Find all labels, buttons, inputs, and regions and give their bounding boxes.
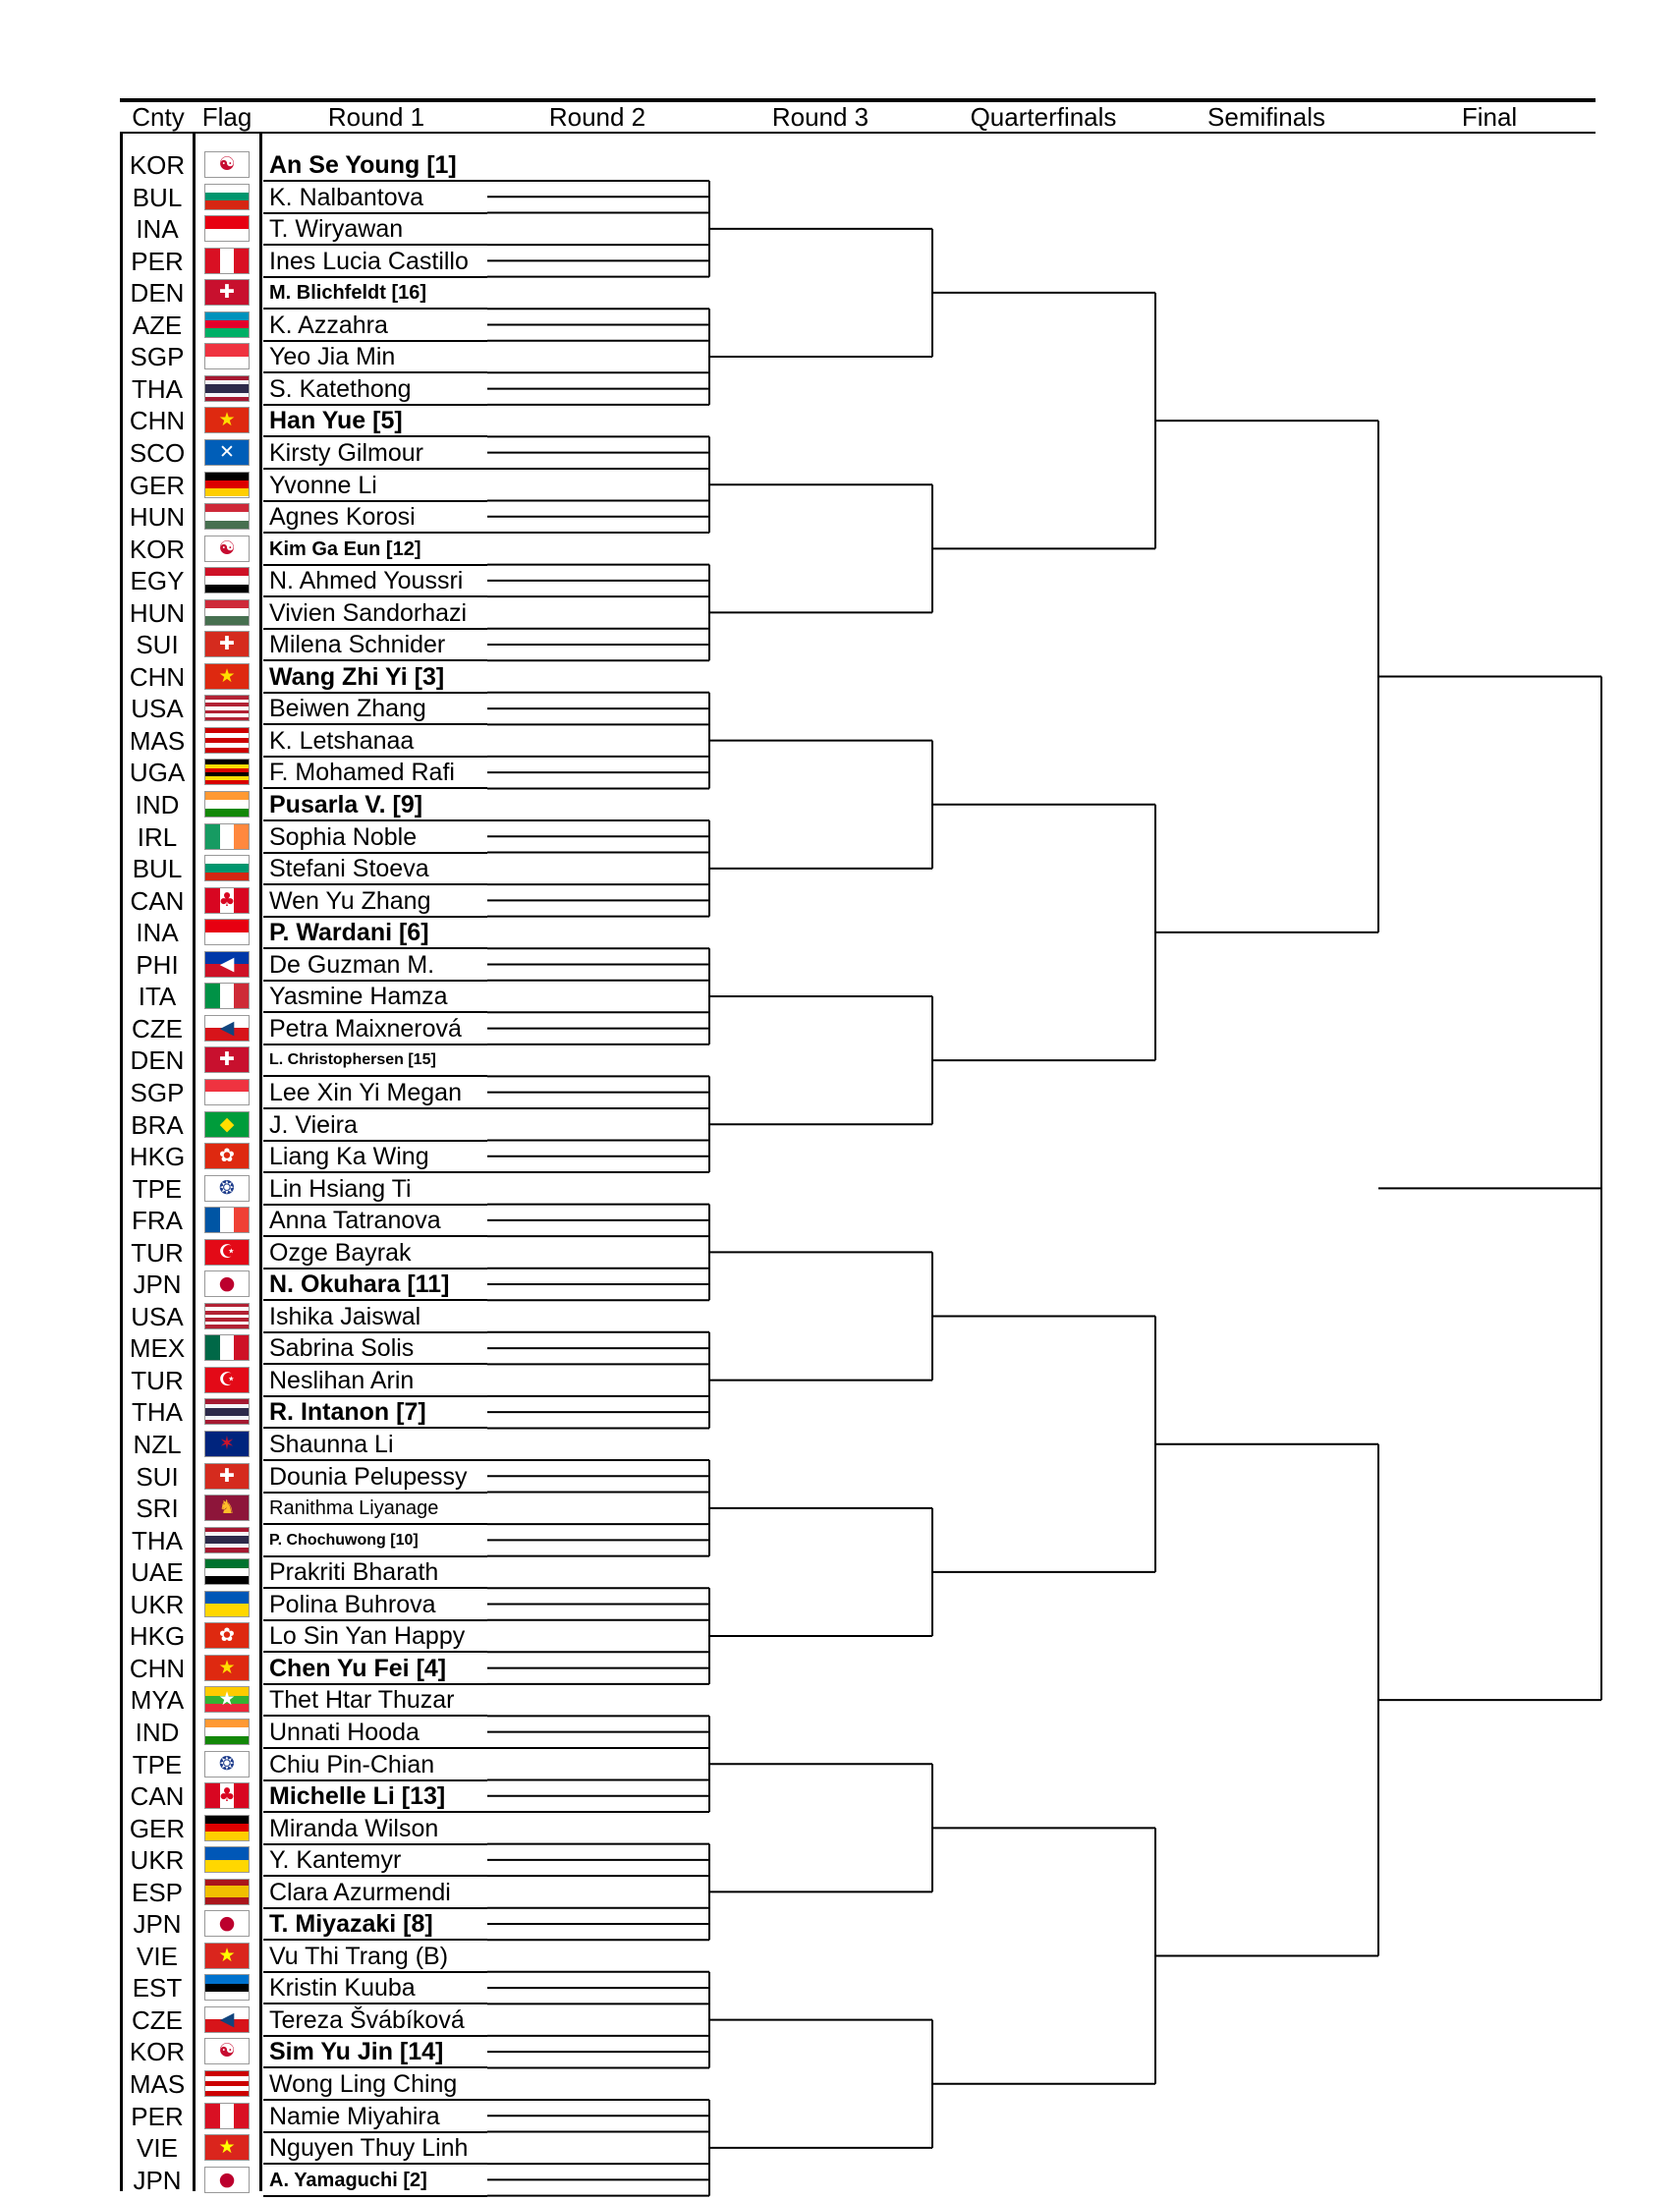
- player-name: Anna Tatranova: [269, 1207, 441, 1235]
- player-name: Shaunna Li: [269, 1431, 394, 1458]
- country-code: CHN: [129, 406, 186, 436]
- seeded-player-name: T. Miyazaki [8]: [269, 1910, 433, 1939]
- country-code: GER: [129, 470, 186, 500]
- country-flag-icon: ★: [204, 1943, 250, 1969]
- player-name: T. Wiryawan: [269, 215, 404, 244]
- country-code: INA: [136, 918, 179, 948]
- player-name: Vivien Sandorhazi: [269, 598, 468, 627]
- player-name: Agnes Korosi: [269, 503, 416, 532]
- country-flag-icon: ♞: [204, 1495, 250, 1521]
- player-name: Clara Azurmendi: [269, 1878, 451, 1906]
- country-code: HKG: [129, 1142, 186, 1172]
- country-code: MYA: [130, 1685, 185, 1716]
- header-round-1: Round 1: [327, 102, 425, 132]
- player-name: Stefani Stoeva: [269, 855, 429, 883]
- country-flag-icon: ●: [204, 1910, 250, 1937]
- seeded-player-name: P. Chochuwong [10]: [269, 1531, 419, 1549]
- country-code: SCO: [129, 437, 186, 468]
- player-name: Ishika Jaiswal: [269, 1302, 421, 1330]
- country-code: USA: [131, 694, 184, 724]
- country-code: DEN: [130, 1045, 185, 1076]
- country-code: PER: [131, 2101, 184, 2131]
- country-code: BUL: [132, 182, 183, 212]
- country-code: DEN: [130, 278, 185, 309]
- country-code: MAS: [129, 725, 186, 756]
- country-code: BRA: [131, 1109, 184, 1140]
- country-code: GER: [129, 1813, 186, 1843]
- country-code: SGP: [130, 1077, 185, 1107]
- player-name: Yvonne Li: [269, 471, 377, 499]
- seeded-player-name: R. Intanon [7]: [269, 1398, 426, 1427]
- player-name: Wong Ling Ching: [269, 2070, 458, 2098]
- country-flag-icon: ★: [204, 1655, 250, 1681]
- player-name: Dounia Pelupessy: [269, 1462, 468, 1491]
- country-flag-icon: ☯: [204, 2038, 250, 2064]
- country-code: JPN: [133, 2165, 182, 2195]
- player-name: Kristin Kuuba: [269, 1974, 416, 2003]
- country-code: EGY: [130, 566, 185, 596]
- player-name: Liang Ka Wing: [269, 1143, 429, 1171]
- player-name: Beiwen Zhang: [269, 695, 426, 723]
- country-flag-icon: ✿: [204, 1143, 250, 1169]
- country-code: TUR: [131, 1365, 184, 1395]
- player-name: Namie Miyahira: [269, 2102, 440, 2130]
- seeded-player-name: Kim Ga Eun [12]: [269, 537, 421, 560]
- country-code: HUN: [129, 597, 186, 628]
- country-code: THA: [132, 1397, 183, 1428]
- country-code: PHI: [136, 949, 179, 980]
- country-code: CAN: [130, 1781, 185, 1812]
- seeded-player-name: Pusarla V. [9]: [269, 791, 423, 818]
- country-code: PER: [131, 246, 184, 276]
- seeded-player-name: N. Okuhara [11]: [269, 1270, 450, 1299]
- seeded-player-name: M. Blichfeldt [16]: [269, 282, 427, 305]
- player-name: Lin Hsiang Ti: [269, 1174, 412, 1203]
- country-code: IRL: [137, 821, 178, 852]
- country-code: TPE: [132, 1173, 183, 1204]
- player-name: De Guzman M.: [269, 950, 435, 979]
- country-code: FRA: [132, 1206, 183, 1236]
- country-code: IND: [135, 790, 180, 819]
- country-code: ESP: [131, 1877, 184, 1907]
- player-name: Prakriti Bharath: [269, 1558, 439, 1587]
- country-flag-icon: ☯: [204, 536, 250, 562]
- country-code: UKR: [130, 1845, 185, 1876]
- seeded-player-name: Chen Yu Fei [4]: [269, 1654, 447, 1682]
- country-code: AZE: [132, 310, 183, 340]
- player-name: K. Nalbantova: [269, 183, 424, 211]
- country-flag-icon: ♣: [204, 1782, 250, 1809]
- country-flag-icon: ❂: [204, 1175, 250, 1202]
- country-flag-icon: ★: [204, 2134, 250, 2161]
- seeded-player-name: Michelle Li [13]: [269, 1782, 446, 1811]
- country-flag-icon: ●: [204, 2167, 250, 2193]
- player-name: Neslihan Arin: [269, 1366, 415, 1394]
- country-code: TPE: [132, 1749, 183, 1779]
- seeded-player-name: An Se Young [1]: [269, 151, 457, 179]
- country-code: THA: [132, 1525, 183, 1555]
- country-code: INA: [136, 214, 179, 245]
- player-name: F. Mohamed Rafi: [269, 759, 455, 787]
- country-code: KOR: [129, 2037, 186, 2067]
- player-name: Miranda Wilson: [269, 1814, 439, 1842]
- player-name: Petra Maixnerová: [269, 1014, 462, 1043]
- player-name: N. Ahmed Youssri: [269, 567, 464, 595]
- country-code: VIE: [137, 2133, 178, 2164]
- country-code: VIE: [137, 1941, 178, 1971]
- player-name: J. Vieira: [269, 1110, 358, 1139]
- country-code: KOR: [129, 534, 186, 564]
- player-name: Vu Thi Trang (B): [269, 1942, 449, 1970]
- country-code: BUL: [132, 854, 183, 884]
- country-code: UKR: [130, 1589, 185, 1619]
- country-flag-icon: ●: [204, 1270, 250, 1297]
- country-code: EST: [132, 1973, 183, 2003]
- country-flag-icon: ◀: [204, 1015, 250, 1042]
- player-name: K. Letshanaa: [269, 726, 415, 755]
- header-cnty: Cnty: [132, 102, 185, 132]
- header-round-3: Round 3: [771, 102, 869, 132]
- header-final: Final: [1461, 102, 1518, 132]
- player-name: Unnati Hooda: [269, 1718, 420, 1746]
- player-name: Yasmine Hamza: [269, 983, 448, 1011]
- country-flag-icon: ◆: [204, 1111, 250, 1138]
- country-flag-icon: ❂: [204, 1751, 250, 1778]
- country-flag-icon: ✚: [204, 1046, 250, 1073]
- country-flag-icon: ★: [204, 407, 250, 433]
- header-semifinals: Semifinals: [1207, 102, 1325, 132]
- player-name: Chiu Pin-Chian: [269, 1750, 435, 1778]
- country-code: MAS: [129, 2069, 186, 2099]
- player-name: Polina Buhrova: [269, 1590, 436, 1618]
- player-name: Sabrina Solis: [269, 1334, 415, 1363]
- country-code: JPN: [133, 1270, 182, 1300]
- country-code: UGA: [129, 758, 186, 788]
- country-code: SRI: [136, 1494, 179, 1524]
- seeded-player-name: Wang Zhi Yi [3]: [269, 662, 445, 691]
- country-code: CAN: [130, 885, 185, 916]
- player-name: Ines Lucia Castillo: [269, 247, 469, 275]
- country-flag-icon: ✶: [204, 1431, 250, 1457]
- country-flag-icon: ✿: [204, 1622, 250, 1649]
- country-code: IND: [135, 1717, 180, 1747]
- country-code: CZE: [132, 2004, 183, 2035]
- country-code: NZL: [133, 1430, 182, 1459]
- player-name: Y. Kantemyr: [269, 1846, 402, 1875]
- country-flag-icon: ★: [204, 1686, 250, 1713]
- country-code: CZE: [132, 1013, 183, 1044]
- seeded-player-name: P. Wardani [6]: [269, 919, 429, 947]
- country-flag-icon: ☪: [204, 1367, 250, 1393]
- player-name: Sophia Noble: [269, 822, 418, 851]
- player-name: Milena Schnider: [269, 631, 446, 659]
- player-name: Ranithma Liyanage: [269, 1497, 439, 1520]
- seeded-player-name: L. Christophersen [15]: [269, 1051, 436, 1069]
- seeded-player-name: A. Yamaguchi [2]: [269, 2169, 427, 2191]
- player-name: Ozge Bayrak: [269, 1238, 412, 1267]
- country-flag-icon: ★: [204, 663, 250, 690]
- seeded-player-name: Han Yue [5]: [269, 407, 403, 435]
- country-code: HKG: [129, 1621, 186, 1652]
- country-code: USA: [131, 1301, 184, 1331]
- country-flag-icon: ◀: [204, 951, 250, 978]
- country-code: SUI: [136, 1461, 179, 1492]
- country-code: HUN: [129, 502, 186, 533]
- player-name: Nguyen Thuy Linh: [269, 2134, 469, 2163]
- player-name: Wen Yu Zhang: [269, 886, 431, 915]
- header-flag: Flag: [201, 102, 252, 132]
- country-code: UAE: [131, 1557, 184, 1588]
- country-flag-icon: ◀: [204, 2006, 250, 2033]
- player-name: Yeo Jia Min: [269, 343, 396, 371]
- country-code: CHN: [129, 661, 186, 692]
- country-code: MEX: [129, 1333, 186, 1364]
- player-name: Lo Sin Yan Happy: [269, 1622, 466, 1651]
- country-flag-icon: ♣: [204, 887, 250, 914]
- country-code: THA: [132, 373, 183, 404]
- country-code: KOR: [129, 150, 186, 180]
- country-flag-icon: ✚: [204, 631, 250, 657]
- player-name: Kirsty Gilmour: [269, 438, 423, 467]
- player-name: Thet Htar Thuzar: [269, 1686, 455, 1715]
- country-code: SUI: [136, 630, 179, 660]
- player-name: K. Azzahra: [269, 310, 388, 339]
- country-code: CHN: [129, 1653, 186, 1683]
- country-code: SGP: [130, 342, 185, 372]
- player-name: Tereza Švábíková: [269, 2005, 465, 2034]
- header-round-2: Round 2: [548, 102, 646, 132]
- country-code: ITA: [138, 982, 177, 1012]
- country-flag-icon: ☪: [204, 1239, 250, 1266]
- header-quarterfinals: Quarterfinals: [970, 102, 1117, 132]
- player-name: Lee Xin Yi Megan: [269, 1078, 462, 1106]
- country-flag-icon: ✚: [204, 279, 250, 306]
- seeded-player-name: Sim Yu Jin [14]: [269, 2038, 444, 2066]
- player-name: S. Katethong: [269, 374, 412, 403]
- country-code: TUR: [131, 1237, 184, 1268]
- country-code: JPN: [133, 1909, 182, 1940]
- country-flag-icon: ✕: [204, 439, 250, 466]
- country-flag-icon: ✚: [204, 1463, 250, 1490]
- country-flag-icon: ☯: [204, 151, 250, 178]
